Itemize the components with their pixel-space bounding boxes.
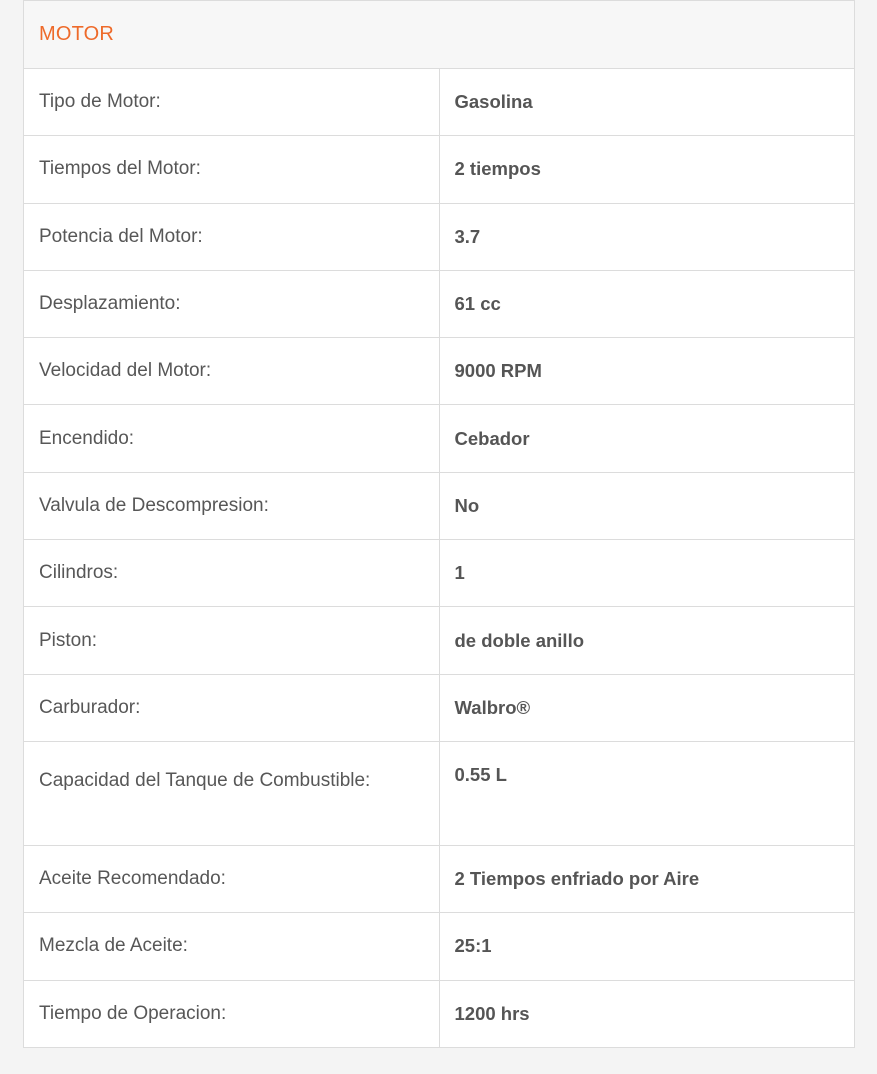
table-row [24,845,855,912]
table-row [24,540,855,607]
spec-label: Mezcla de Aceite: [24,913,440,980]
table-row [24,741,855,845]
spec-value: Cebador [439,405,855,472]
spec-label: Tiempos del Motor: [24,136,440,203]
spec-label: Encendido: [24,405,440,472]
spec-label: Tipo de Motor: [24,69,440,136]
spec-label: Piston: [24,607,440,674]
table-row [24,913,855,980]
spec-label: Desplazamiento: [24,270,440,337]
table-row [24,136,855,203]
spec-value: 1 [439,540,855,607]
spec-value: de doble anillo [439,607,855,674]
spec-label: Potencia del Motor: [24,203,440,270]
table-row [24,338,855,405]
table-row [24,674,855,741]
spec-label: Valvula de Descompresion: [24,472,440,539]
spec-label: Tiempo de Operacion: [24,980,440,1047]
table-row [24,472,855,539]
table-row [24,405,855,472]
spec-value: Gasolina [439,69,855,136]
spec-label: Velocidad del Motor: [24,338,440,405]
spec-value: Walbro® [439,674,855,741]
spec-value: No [439,472,855,539]
section-header-row [24,1,855,69]
spec-value: 3.7 [439,203,855,270]
table-row [24,607,855,674]
spec-value: 61 cc [439,270,855,337]
spec-value: 1200 hrs [439,980,855,1047]
spec-value: 2 Tiempos enfriado por Aire [439,845,855,912]
spec-value: 25:1 [439,913,855,980]
section-title: MOTOR [24,1,855,69]
spec-label: Cilindros: [24,540,440,607]
table-row [24,980,855,1047]
table-row [24,203,855,270]
spec-value: 0.55 L [439,741,855,845]
spec-label: Capacidad del Tanque de Combustible: [24,741,440,845]
spec-value: 2 tiempos [439,136,855,203]
spec-value: 9000 RPM [439,338,855,405]
motor-spec-table [23,0,855,1048]
table-row [24,69,855,136]
spec-label: Aceite Recomendado: [24,845,440,912]
spec-label: Carburador: [24,674,440,741]
table-row [24,270,855,337]
